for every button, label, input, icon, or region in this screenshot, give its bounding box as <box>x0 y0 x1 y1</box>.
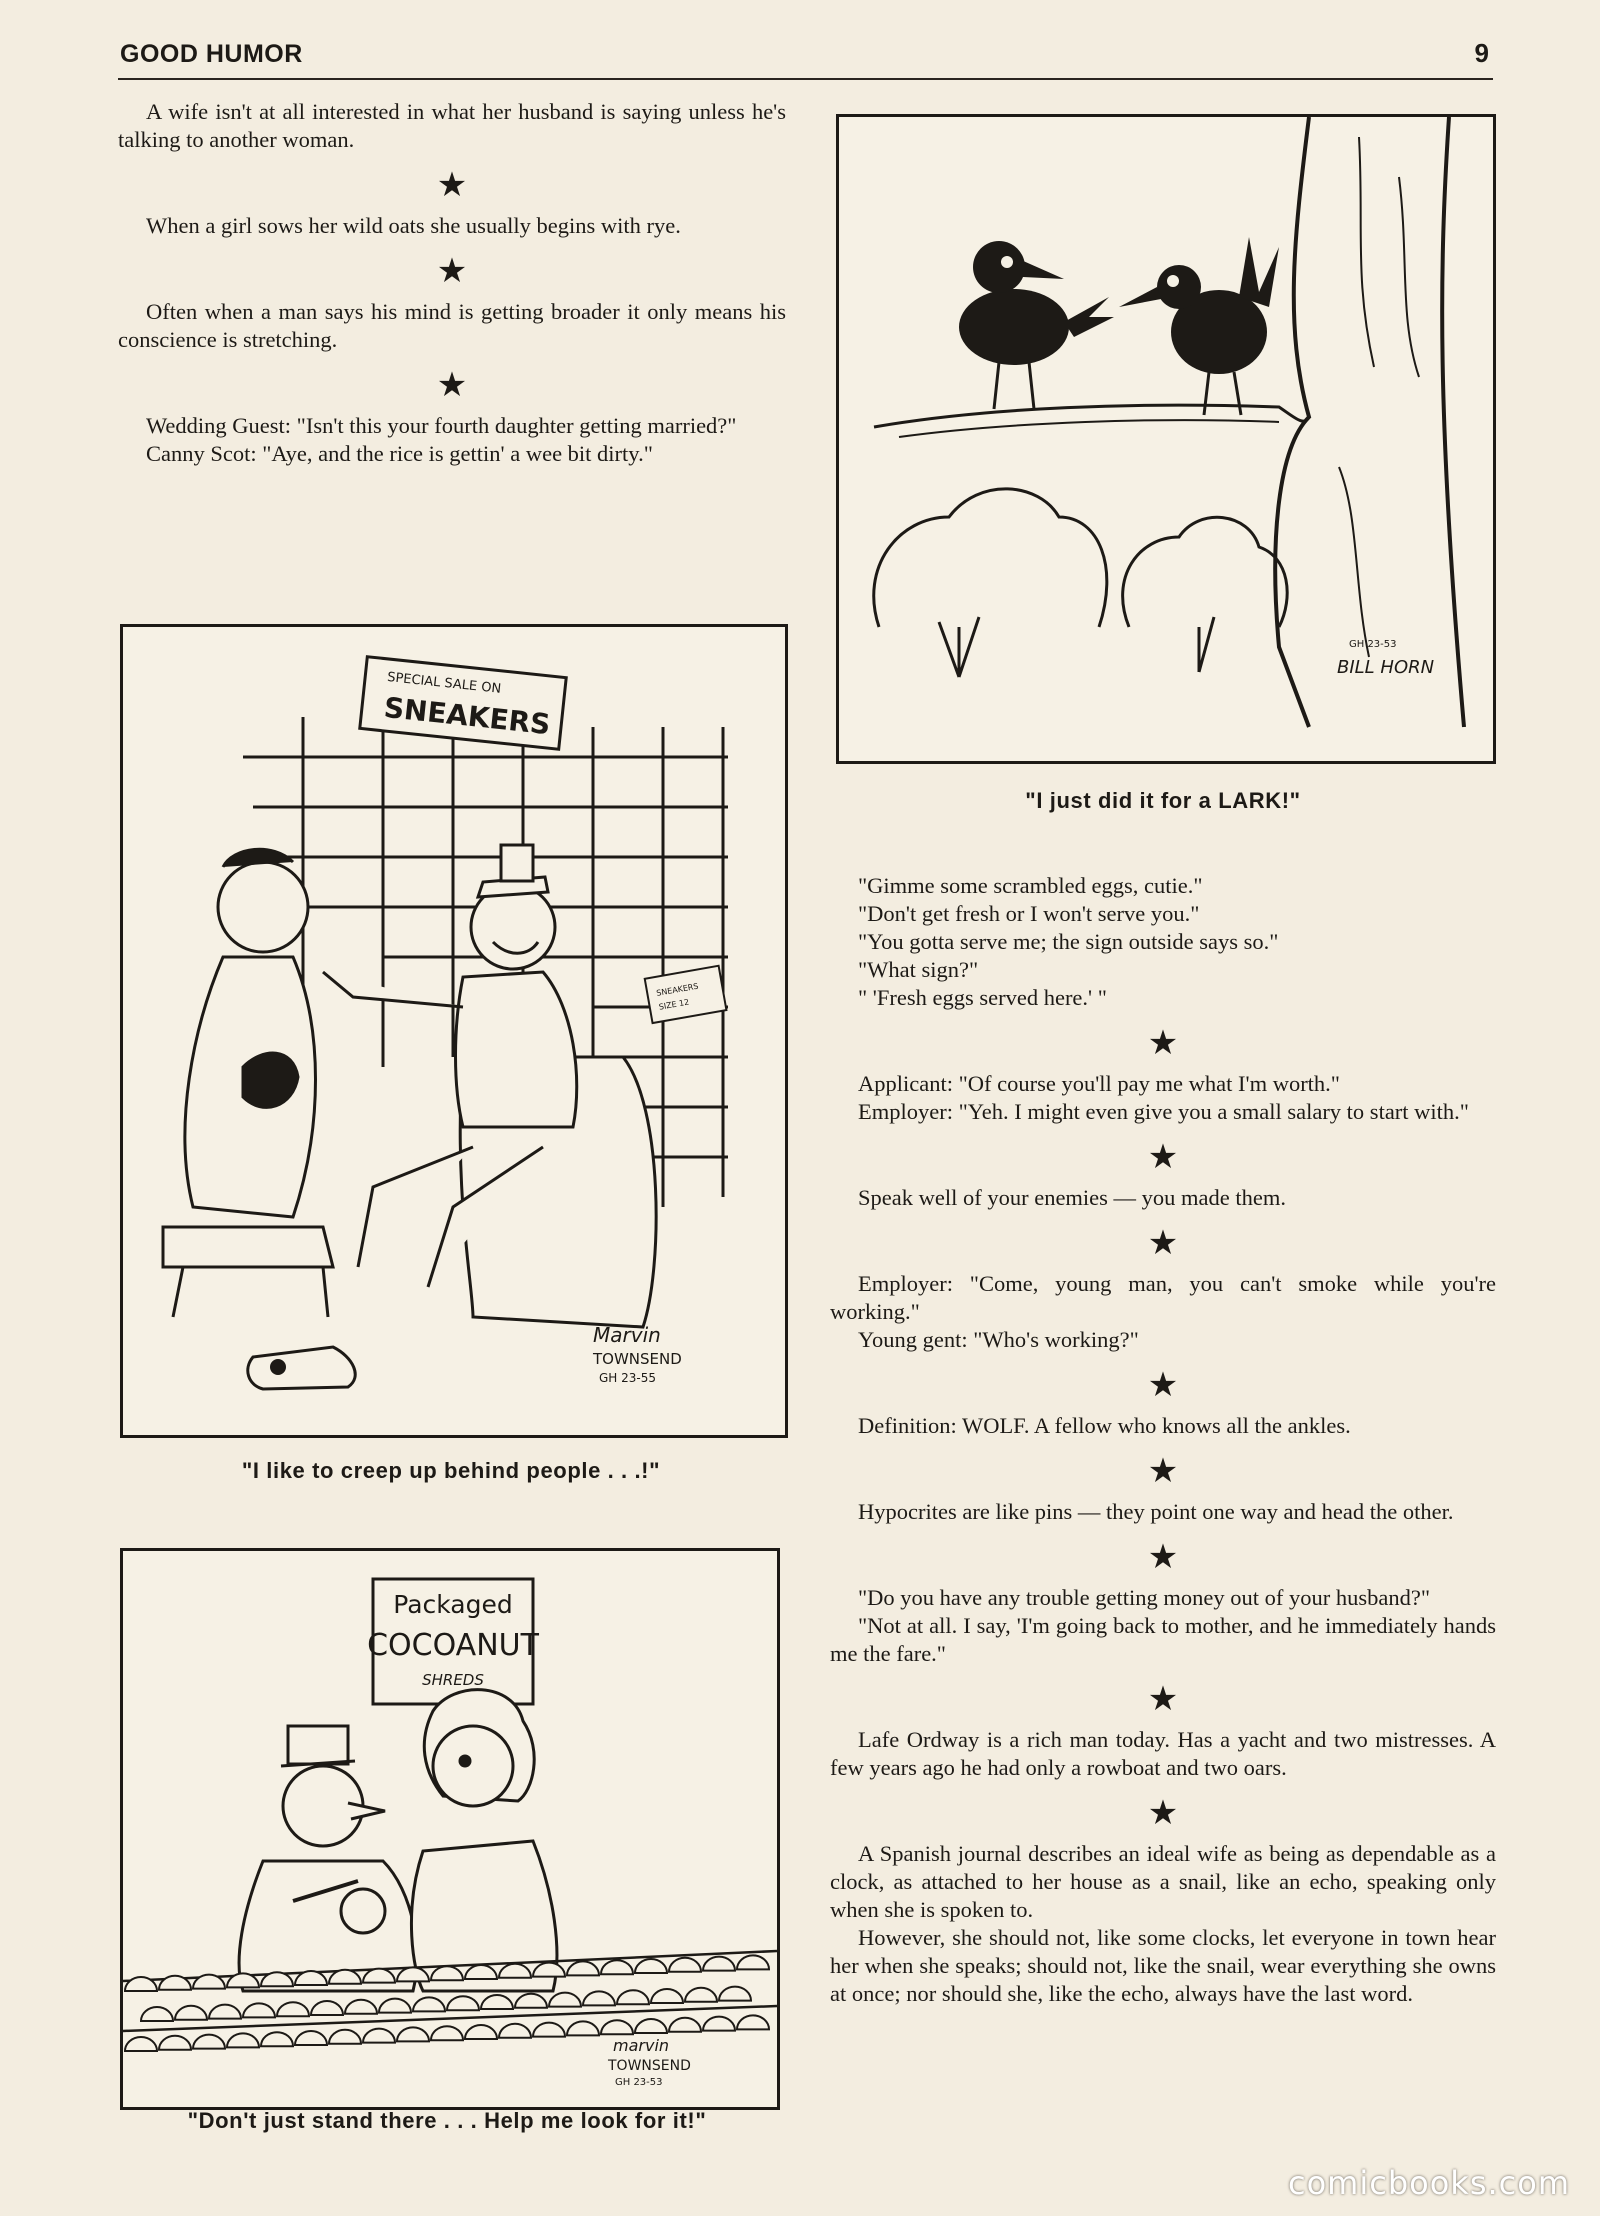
page-header <box>118 36 1493 80</box>
coconut-half <box>635 1959 667 1973</box>
joke-paragraph: " 'Fresh eggs served here.' " <box>858 985 1107 1010</box>
joke <box>830 1070 1496 1126</box>
sneakers-sign-top: SPECIAL SALE ON <box>386 669 502 697</box>
joke <box>830 872 1496 1012</box>
joke <box>830 1840 1496 2008</box>
joke-paragraph: However, she should not, like some clocks, let everyone in town hear her when she speaks; should not, like the snail, wear everything she owns at once; nor should she, like the echo, always have the last word. <box>830 1925 1496 2006</box>
coconut-half <box>669 1958 701 1972</box>
cocoanut-sign-line1: Packaged <box>393 1590 513 1619</box>
coconut-half <box>515 1994 547 2008</box>
star-divider: ★ <box>1147 1023 1179 1063</box>
cocoanut-cartoon-drawing <box>123 1551 777 2107</box>
magazine-title: GOOD HUMOR <box>120 40 303 68</box>
coconut-half <box>549 1993 581 2007</box>
coconut-half <box>651 1989 683 2003</box>
coconut-half <box>175 2006 207 2020</box>
left-joke-column <box>118 98 786 468</box>
coconut-half <box>345 2000 377 2014</box>
sneakers-caption: "I like to creep up behind people . . .!" <box>241 1458 661 1483</box>
coconut-pile <box>125 1955 769 2051</box>
watermark: comicbooks.com <box>1287 2164 1570 2202</box>
coconut-half <box>703 1957 735 1971</box>
joke-paragraph: "You gotta serve me; the sign outside says so." <box>858 929 1279 954</box>
sneakers-sign-main: SNEAKERS <box>382 690 552 742</box>
star-divider: ★ <box>1147 1537 1179 1577</box>
joke-paragraph: Canny Scot: "Aye, and the rice is gettin' a wee bit dirty." <box>146 441 653 466</box>
coconut-half <box>601 1960 633 1974</box>
joke <box>830 1270 1496 1354</box>
joke-paragraph: "Not at all. I say, 'I'm going back to mother, and he immediately hands me the fare." <box>830 1613 1496 1666</box>
star-divider: ★ <box>436 165 468 205</box>
coconut-half <box>397 2027 429 2041</box>
lark-signature-code: GH 23-53 <box>1349 639 1397 650</box>
joke-paragraph: Applicant: "Of course you'll pay me what I'm worth." <box>858 1071 1340 1096</box>
coconut-half <box>363 2029 395 2043</box>
joke <box>830 1498 1496 1526</box>
joke-paragraph: Young gent: "Who's working?" <box>858 1327 1139 1352</box>
joke-paragraph: "Don't get fresh or I won't serve you." <box>858 901 1200 926</box>
cocoanut-cartoon <box>120 1548 780 2110</box>
joke <box>830 1412 1496 1440</box>
coconut-half <box>533 2023 565 2037</box>
cocoanut-signature-code: GH 23-53 <box>615 2077 663 2088</box>
joke-paragraph: Often when a man says his mind is getting broader it only means his conscience is stretching. <box>118 299 786 352</box>
page-number: 9 <box>1474 38 1489 68</box>
star-divider: ★ <box>1147 1793 1179 1833</box>
coconut-half <box>719 1987 751 2001</box>
joke <box>830 1184 1496 1212</box>
cocoanut-sign-line2: COCOANUT <box>367 1628 539 1663</box>
coconut-half <box>125 2037 157 2051</box>
joke-paragraph: Definition: WOLF. A fellow who knows all the ankles. <box>858 1413 1351 1438</box>
joke <box>118 412 786 468</box>
lark-caption: "I just did it for a LARK!" <box>1025 788 1301 813</box>
joke-paragraph: Employer: "Yeh. I might even give you a small salary to start with." <box>858 1099 1469 1124</box>
coconut-half <box>635 2019 667 2033</box>
joke-paragraph: "Gimme some scrambled eggs, cutie." <box>858 873 1203 898</box>
lark-cartoon <box>836 114 1496 764</box>
right-joke-column <box>830 872 1496 2008</box>
star-divider: ★ <box>436 251 468 291</box>
joke-paragraph: Wedding Guest: "Isn't this your fourth daughter getting married?" <box>146 413 737 438</box>
coconut-half <box>481 1995 513 2009</box>
sneakers-cartoon <box>120 624 788 1438</box>
sneakers-signature-2: TOWNSEND <box>593 1350 682 1368</box>
shoebox-label-1: SNEAKERS <box>655 981 700 998</box>
coconut-half <box>583 1991 615 2005</box>
coconut-half <box>447 1996 479 2010</box>
coconut-half <box>465 2025 497 2039</box>
coconut-half <box>141 2007 173 2021</box>
coconut-half <box>601 2020 633 2034</box>
star-divider: ★ <box>1147 1365 1179 1405</box>
joke-paragraph: Lafe Ordway is a rich man today. Has a yacht and two mistresses. A few years ago he had only a rowboat and two oars. <box>830 1727 1496 1780</box>
coconut-half <box>567 1961 599 1975</box>
cocoanut-signature-2: TOWNSEND <box>608 2058 691 2074</box>
sneakers-cartoon-drawing <box>123 627 785 1435</box>
grocer <box>239 1726 417 1991</box>
shoebox-label-2: SIZE 12 <box>658 997 690 1012</box>
coconut-half <box>209 2005 241 2019</box>
coconut-half <box>703 2017 735 2031</box>
joke-paragraph: When a girl sows her wild oats she usually begins with rye. <box>146 213 681 238</box>
star-divider: ★ <box>1147 1451 1179 1491</box>
joke-paragraph: A wife isn't at all interested in what her husband is saying unless he's talking to another woman. <box>118 99 786 152</box>
coconut-half <box>685 1988 717 2002</box>
coconut-half <box>431 2026 463 2040</box>
coconut-half <box>567 2021 599 2035</box>
coconut-half <box>243 2003 275 2017</box>
coconut-half <box>737 2015 769 2029</box>
lark-signature: BILL HORN <box>1337 657 1435 678</box>
joke <box>118 98 786 154</box>
joke-paragraph: Employer: "Come, young man, you can't smoke while you're working." <box>830 1271 1496 1324</box>
lark-cartoon-drawing <box>839 117 1493 761</box>
star-divider: ★ <box>436 365 468 405</box>
star-divider: ★ <box>1147 1679 1179 1719</box>
coconut-half <box>669 2018 701 2032</box>
sneakers-signature-1: Marvin <box>593 1323 661 1347</box>
joke-paragraph: A Spanish journal describes an ideal wife as being as dependable as a clock, as attached to her house as a snail, like an echo, speaking only when she is spoken to. <box>830 1841 1496 1922</box>
cocoanut-caption: "Don't just stand there . . . Help me look for it!" <box>187 2108 707 2133</box>
joke <box>830 1584 1496 1668</box>
coconut-half <box>277 2002 309 2016</box>
sneaker-on-floor <box>248 1347 355 1389</box>
left-bird <box>959 241 1114 409</box>
coconut-half <box>295 2031 327 2045</box>
coconut-half <box>329 2030 361 2044</box>
joke-paragraph: "What sign?" <box>858 957 979 982</box>
coconut-half <box>617 1990 649 2004</box>
star-divider: ★ <box>1147 1137 1179 1177</box>
salesman <box>163 849 333 1317</box>
joke <box>118 298 786 354</box>
coconut-half <box>737 1955 769 1969</box>
coconut-half <box>499 2024 531 2038</box>
coconut-half <box>227 2033 259 2047</box>
joke <box>118 212 786 240</box>
coconut-half <box>311 2001 343 2015</box>
joke-paragraph: "Do you have any trouble getting money out of your husband?" <box>858 1585 1431 1610</box>
coconut-half <box>159 2036 191 2050</box>
coconut-half <box>379 1999 411 2013</box>
cocoanut-sign-line3: SHREDS <box>422 1671 484 1689</box>
coconut-half <box>193 2035 225 2049</box>
sneakers-signature-code: GH 23-55 <box>599 1371 657 1385</box>
right-bird <box>1119 237 1279 415</box>
coconut-half <box>413 1997 445 2011</box>
seated-customer <box>323 845 656 1327</box>
joke-paragraph: Hypocrites are like pins — they point one way and head the other. <box>858 1499 1454 1524</box>
joke <box>830 1726 1496 1782</box>
cocoanut-signature-1: marvin <box>613 2036 670 2055</box>
woman-customer <box>411 1690 556 1991</box>
coconut-half <box>261 2032 293 2046</box>
star-divider: ★ <box>1147 1223 1179 1263</box>
joke-paragraph: Speak well of your enemies — you made them. <box>858 1185 1287 1210</box>
